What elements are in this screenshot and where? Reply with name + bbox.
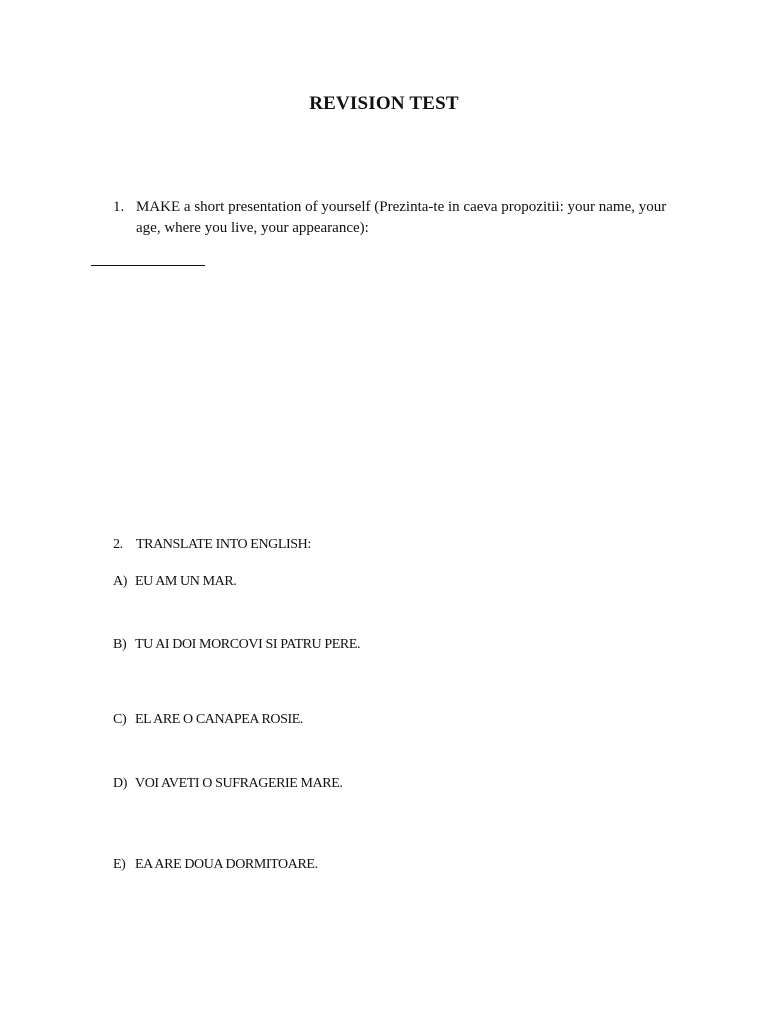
question-1-number: 1.	[113, 199, 125, 215]
question-1	[113, 197, 688, 239]
item-text: EU AM UN MAR.	[135, 574, 237, 589]
translate-item-c	[113, 712, 303, 728]
translate-item-e	[113, 857, 318, 873]
item-text: EL ARE O CANAPEA ROSIE.	[135, 712, 304, 727]
translate-item-d	[113, 776, 343, 792]
item-letter: E)	[113, 857, 126, 872]
item-letter: D)	[113, 776, 127, 791]
item-text: EA ARE DOUA DORMITOARE.	[135, 857, 318, 872]
question-2-number: 2.	[113, 537, 123, 552]
answer-line	[91, 265, 205, 266]
question-2-text: TRANSLATE INTO ENGLISH:	[136, 537, 311, 552]
question-1-text: MAKE a short presentation of yourself (Prezinta-te in caeva propozitii: your name, your age, where you live, your appearance):	[136, 199, 667, 236]
item-letter: C)	[113, 712, 127, 727]
question-2	[113, 537, 311, 553]
translate-item-a	[113, 574, 236, 590]
page-title: REVISION TEST	[309, 93, 459, 114]
item-letter: A)	[113, 574, 127, 589]
item-text: TU AI DOI MORCOVI SI PATRU PERE.	[135, 637, 361, 652]
item-text: VOI AVETI O SUFRAGERIE MARE.	[135, 776, 343, 791]
item-letter: B)	[113, 637, 127, 652]
translate-item-b	[113, 637, 360, 653]
